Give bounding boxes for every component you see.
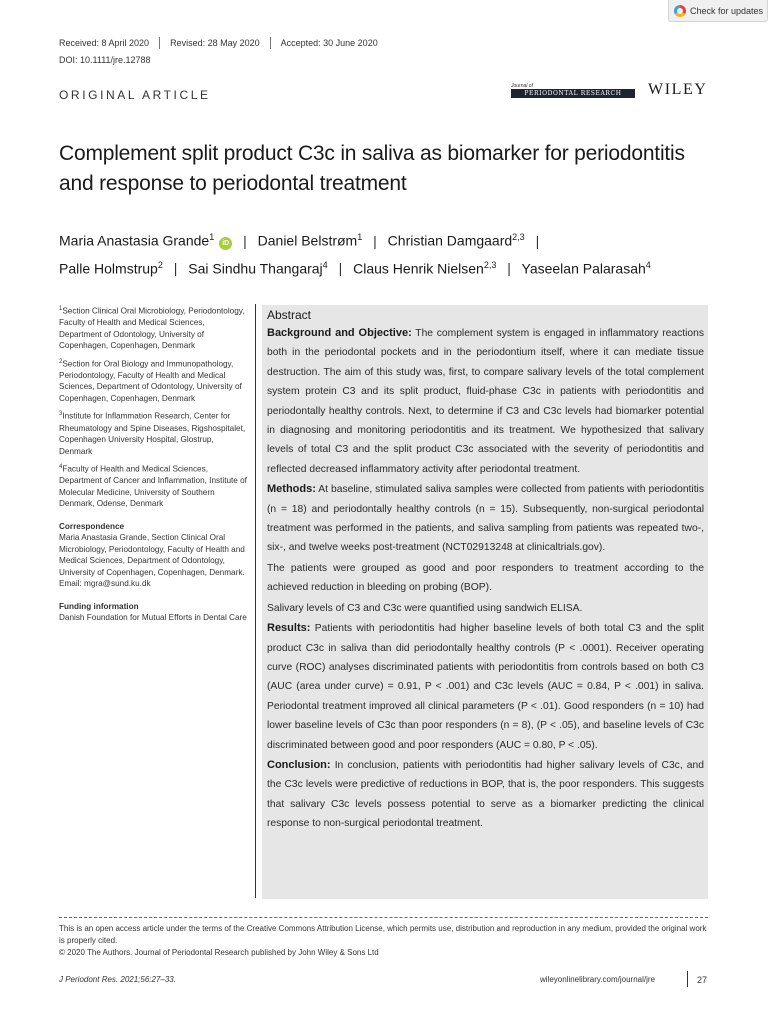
author-name[interactable]: Maria Anastasia Grande <box>59 232 210 249</box>
journal-logo-main-text: PERIODONTAL RESEARCH <box>511 89 635 98</box>
author-affiliation-sup: 4 <box>645 259 651 270</box>
abstract-box <box>262 305 708 899</box>
paper-title: Complement split product C3c in saliva as biomarker for periodontitis and response to periodontal treatment <box>59 142 685 195</box>
author-affiliation-sup: 2,3 <box>483 259 497 270</box>
date-separator <box>159 37 160 49</box>
author-affiliation-sup: 1 <box>357 232 363 242</box>
journal-logo-small-text: Journal of <box>511 83 533 89</box>
doi-link[interactable]: DOI: 10.1111/jre.12788 <box>59 55 151 65</box>
received-date: Received: 8 April 2020 <box>59 38 150 48</box>
journal-url-link[interactable]: wileyonlinelibrary.com/journal/jre <box>540 975 656 984</box>
author-name[interactable]: Daniel Belstrøm <box>257 232 358 249</box>
check-for-updates-button[interactable] <box>668 0 768 22</box>
author-affiliation-sup: 4 <box>322 259 328 270</box>
correspondence-heading: Correspondence <box>59 521 125 531</box>
journal-citation: J Periodont Res. 2021;56:27–33. <box>59 975 176 984</box>
author-affiliation-sup: 2 <box>157 259 163 270</box>
abstract-methods: Methods: At baseline, stimulated saliva samples were collected from patients with periodontitis (n = 18) and periodontally healthy controls (n = 15). Subsequently, non-surgical periodontal treatment was performed in the patients, and saliva sampling from patients was repeated two-, six-, and twelve weeks post-treatment (NCT02913248 at clinicaltrials.gov). <box>267 483 704 554</box>
column-divider <box>255 304 256 898</box>
author-name[interactable]: Sai Sindhu Thangaraj <box>188 260 323 277</box>
abstract-background: Background and Objective: The complement system is engaged in inflammatory reactions both in the periodontal pockets and in the periodontium itself, where it can mediate tissue destruction. The aim of this study was, first, to compare salivary levels of the total complement system protein C3 and its split product, fluid-phase C3c in patients with periodontitis and periodontally healthy controls. Next, to determine if C3 and C3c levels had biomarker potential in diagnosing and monitoring periodontitis and its treatment. We hypothesized that salivary levels of total C3 and the split product C3c associated with the severity of periodontitis and reflected decreased inflammatory activity after periodontal treatment. <box>267 327 704 475</box>
abstract-methods-p3: Salivary levels of C3 and C3c were quantified using sandwich ELISA. <box>267 602 583 614</box>
check-updates-label: Check for updates <box>690 5 764 16</box>
license-text: This is an open access article under the terms of the Creative Commons Attribution License, which permits use, distribution and reproduction in any medium, provided the original work is properly cited. <box>59 924 707 945</box>
funding-text: Danish Foundation for Mutual Efforts in Dental Care <box>59 613 247 623</box>
page-number-separator <box>687 971 688 987</box>
footer-divider <box>59 917 708 918</box>
affiliation: $^3$Institute for Inflammation Research, Center for Rheumatology and Spine Diseases, Rigshospitalet, Copenhagen University Hospital, Glostrup, Denmark <box>59 411 246 456</box>
crossmark-icon <box>674 5 686 17</box>
revised-date: Revised: 28 May 2020 <box>170 38 260 48</box>
article-sidebar <box>59 304 247 624</box>
journal-logo <box>511 84 635 98</box>
funding-heading: Funding information <box>59 601 139 611</box>
affiliation: $^1$Section Clinical Oral Microbiology, Periodontology, Faculty of Health and Medical Sciences, Department of Odontology, University of Copenhagen, Copenhagen, Denmark <box>59 306 245 351</box>
abstract-methods-p2: The patients were grouped as good and poor responders to treatment according to the achieved reduction in bleeding on probing (BOP). <box>267 562 704 594</box>
correspondence-text: Maria Anastasia Grande, Section Clinical Oral Microbiology, Periodontology, Faculty of Health and Medical Sciences, Department of Odontology, University of Copenhagen, Copenhagen, Denmark. <box>59 533 245 577</box>
author-list <box>59 225 719 280</box>
author-name[interactable]: Claus Henrik Nielsen <box>353 260 484 277</box>
author-line-2: Palle Holmstrup$^2$ | Sai Sindhu Thangaraj$^4$ | Claus Henrik Nielsen$^{2,3}$ | Yaseelan Palarasah$^4$ <box>59 259 651 277</box>
affiliation: $^2$Section for Oral Biology and Immunopathology, Periodontology, Faculty of Health and Medical Sciences, Department of Odontology, University of Copenhagen, Copenhagen, Denmark <box>59 358 242 403</box>
orcid-icon[interactable]: iD <box>219 237 232 250</box>
article-type: ORIGINAL ARTICLE <box>59 88 211 102</box>
page-number: 27 <box>697 975 708 985</box>
author-name[interactable]: Yaseelan Palarasah <box>521 260 646 277</box>
affiliation: $^4$Faculty of Health and Medical Sciences, Department of Cancer and Inflammation, Institute of Molecular Medicine, University of Southern Denmark, Odense, Denmark <box>59 464 247 509</box>
date-separator <box>270 37 271 49</box>
accepted-date: Accepted: 30 June 2020 <box>280 38 378 48</box>
abstract-results: Results: Patients with periodontitis had higher baseline levels of both total C3 and the split product C3c in saliva than did periodontally healthy controls (P < .0001). Receiver operating curve (ROC) analyses discriminated patients with periodontitis from controls based on both C3 (AUC (area under curve) = 0.91, P < .001) and C3c levels (AUC = 0.84, P < .001) in saliva. Periodontal treatment improved all clinical parameters (P < .01). Good responders (n = 10) had lower baseline levels of C3c than poor responders (n = 8), (P < .05), and baseline levels of C3c discriminated between good and poor responders (AUC = 0.80, P < .05). <box>267 622 704 751</box>
abstract-conclusion: Conclusion: In conclusion, patients with periodontitis had higher salivary levels of C3c, and the C3c levels were predictive of reductions in BOP, that is, the poor responders. This suggests that salivary C3c levels possess potential to serve as a biomarker predicting the clinical response to non-surgical periodontal treatment. <box>267 758 704 830</box>
article-dates <box>59 37 378 49</box>
author-line-1: Maria Anastasia Grande$^1$iD | Daniel Belstrøm$^1$ | Christian Damgaard$^{2,3}$ | <box>59 232 540 249</box>
correspondence-email[interactable]: Email: mgra@sund.ku.dk <box>59 579 151 589</box>
copyright-text: © 2020 The Authors. Journal of Periodontal Research published by John Wiley & Sons Ltd <box>59 948 379 957</box>
author-name[interactable]: Christian Damgaard <box>387 232 513 249</box>
author-affiliation-sup: 1 <box>209 232 215 242</box>
publisher-logo: WILEY <box>648 81 708 98</box>
license-notice <box>59 923 709 959</box>
author-affiliation-sup: 2,3 <box>512 232 525 242</box>
author-name[interactable]: Palle Holmstrup <box>59 260 158 277</box>
abstract-heading: Abstract <box>267 308 312 322</box>
